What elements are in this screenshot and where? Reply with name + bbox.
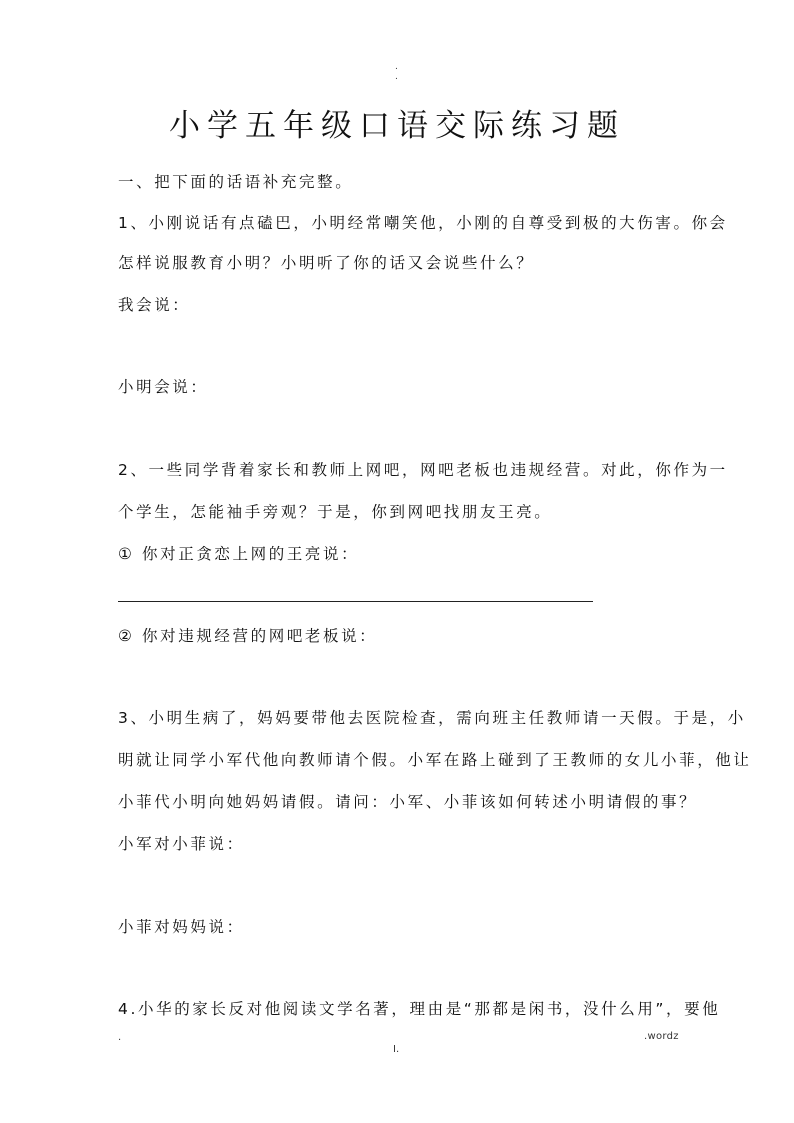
question-1-prompt-me: 我会说：: [118, 296, 191, 314]
question-1-prompt-xiaoming: 小明会说：: [118, 378, 209, 396]
question-3-line-2: 明就让同学小军代他向教师请个假。小军在路上碰到了王教师的女儿小菲，他让: [118, 751, 752, 769]
question-2-item-2: ② 你对违规经营的网吧老板说：: [118, 627, 378, 645]
answer-underline: [118, 601, 593, 602]
page-number: I.: [393, 1044, 400, 1055]
question-3-prompt-xiaojun: 小军对小菲说：: [118, 835, 245, 853]
footer-watermark: .wordz: [644, 1031, 679, 1042]
question-4-line-1: 4.小华的家长反对他阅读文学名著，理由是“那都是闲书，没什么用”，要他: [118, 1000, 721, 1018]
question-1-line-1: 1、小刚说话有点磕巴，小明经常嘲笑他，小刚的自尊受到极的大伤害。你会: [118, 214, 728, 232]
header-mark: . .: [395, 62, 398, 82]
question-3-line-1: 3、小明生病了，妈妈要带他去医院检查，需向班主任教师请一天假。于是，小: [118, 709, 746, 727]
question-2-item-1: ① 你对正贪恋上网的王亮说：: [118, 545, 360, 563]
question-3-line-3: 小菲代小明向她妈妈请假。请问：小军、小菲该如何转述小明请假的事？: [118, 793, 698, 811]
question-1-line-2: 怎样说服教育小明？小明听了你的话又会说些什么？: [118, 254, 535, 272]
question-2-line-1: 2、一些同学背着家长和教师上网吧，网吧老板也违规经营。对此，你作为一: [118, 461, 728, 479]
question-2-line-2: 个学生，怎能袖手旁观？于是，你到网吧找朋友王亮。: [118, 503, 553, 521]
footer-left-mark: .: [118, 1032, 122, 1043]
page-title: 小学五年级口语交际练习题: [169, 108, 625, 144]
section-heading: 一、把下面的话语补充完整。: [118, 173, 354, 191]
question-3-prompt-xiaofei: 小菲对妈妈说：: [118, 918, 245, 936]
